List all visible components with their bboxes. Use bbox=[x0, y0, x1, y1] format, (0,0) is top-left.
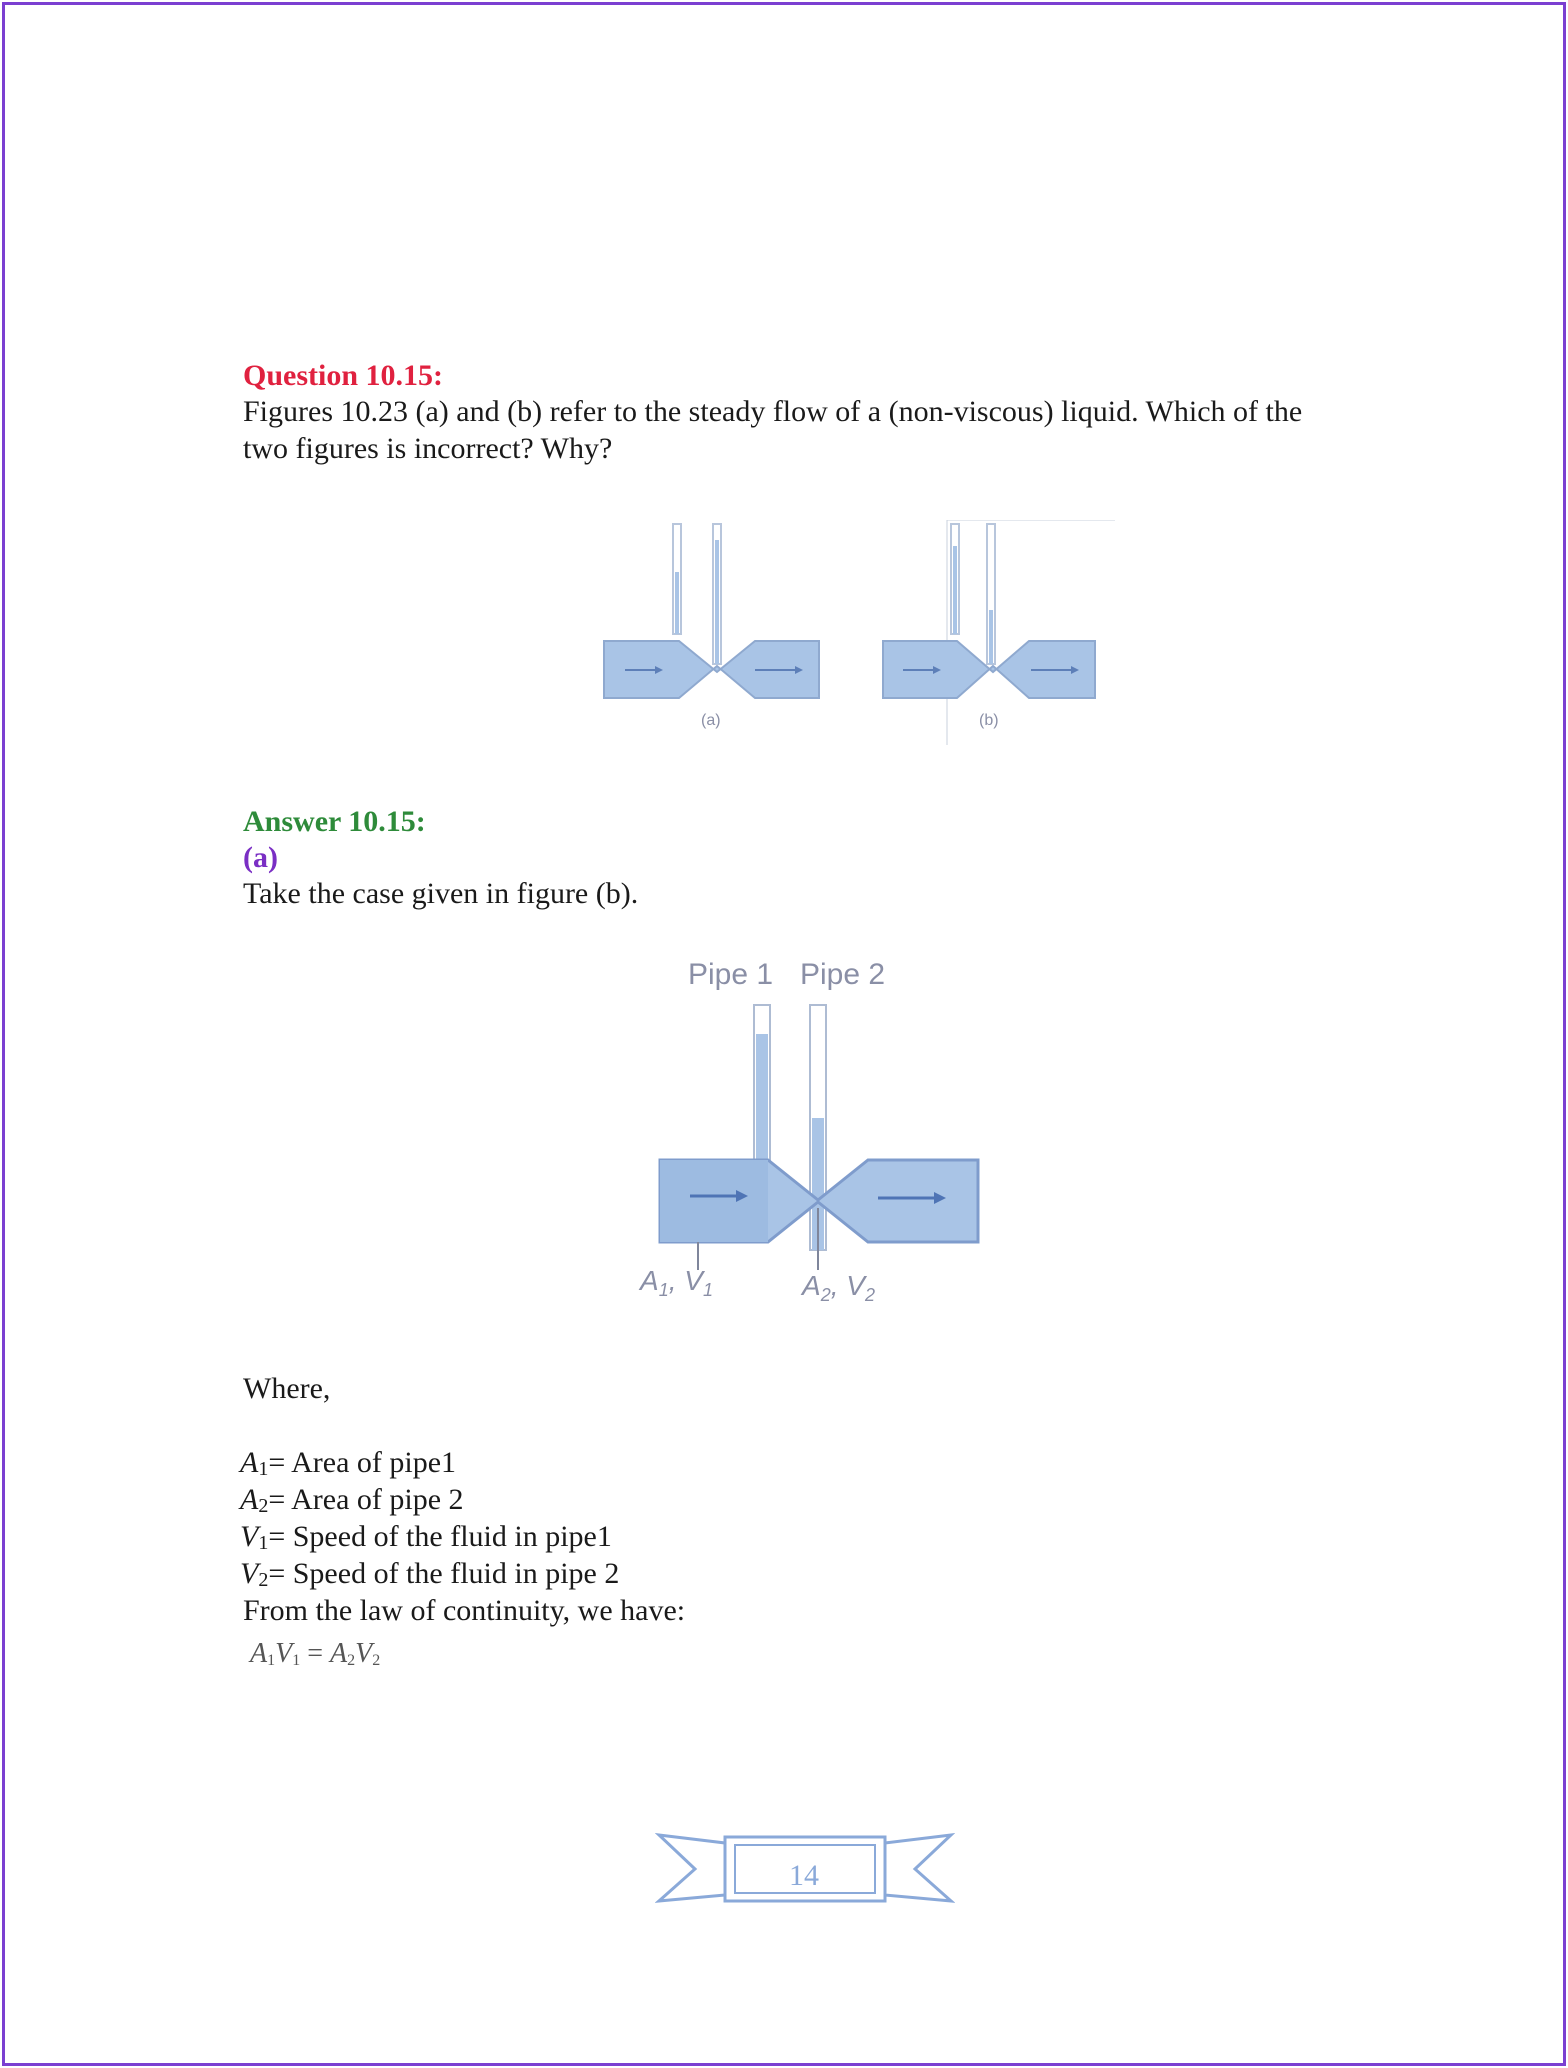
pipe-2-label: Pipe 2 bbox=[800, 958, 886, 991]
question-text-line-2: two figures is incorrect? Why? bbox=[243, 432, 613, 465]
answer-heading: Answer 10.15: bbox=[243, 805, 426, 838]
continuity-statement: From the law of continuity, we have: bbox=[243, 1594, 686, 1627]
venturi-tube-a bbox=[604, 524, 819, 729]
answer-part-label: (a) bbox=[243, 841, 278, 874]
definition-a1: A1= Area of pipe1 bbox=[240, 1446, 457, 1480]
svg-text:A1, V1: $A_1$, $V_1$ bbox=[640, 1265, 713, 1300]
figure-label-a: (a) bbox=[701, 712, 721, 729]
figure-venturi-pair bbox=[595, 520, 1115, 745]
page-number: 14 bbox=[789, 1859, 819, 1892]
question-text-line-1: Figures 10.23 (a) and (b) refer to the steady flow of a (non-viscous) liquid. Which of the bbox=[243, 395, 1303, 428]
where-label: Where, bbox=[243, 1372, 331, 1405]
v1-symbol: V bbox=[684, 1265, 703, 1296]
definition-a2: A2= Area of pipe 2 bbox=[240, 1483, 464, 1517]
a1-symbol: A bbox=[640, 1265, 659, 1296]
venturi-tube-b bbox=[883, 520, 1115, 745]
a1-subscript: 1 bbox=[658, 1280, 669, 1300]
a2-subscript: 2 bbox=[820, 1285, 831, 1305]
answer-intro: Take the case given in figure (b). bbox=[243, 877, 639, 910]
v1-subscript: 1 bbox=[702, 1280, 713, 1300]
figure-label-b: (b) bbox=[979, 712, 999, 729]
v2-symbol: V bbox=[846, 1270, 865, 1301]
continuity-equation: A1V1 = A2V2 bbox=[250, 1638, 381, 1669]
a2-symbol: A bbox=[802, 1270, 821, 1301]
definition-v1: V1= Speed of the fluid in pipe1 bbox=[240, 1520, 612, 1554]
definition-v2: V2= Speed of the fluid in pipe 2 bbox=[240, 1557, 620, 1591]
question-heading: Question 10.15: bbox=[243, 359, 444, 392]
svg-text:A2, V2: $A_2$, $V_2$ bbox=[802, 1270, 875, 1305]
figure-venturi-detail bbox=[630, 950, 990, 1330]
pipe-1-label: Pipe 1 bbox=[688, 958, 774, 991]
v2-subscript: 2 bbox=[864, 1285, 875, 1305]
